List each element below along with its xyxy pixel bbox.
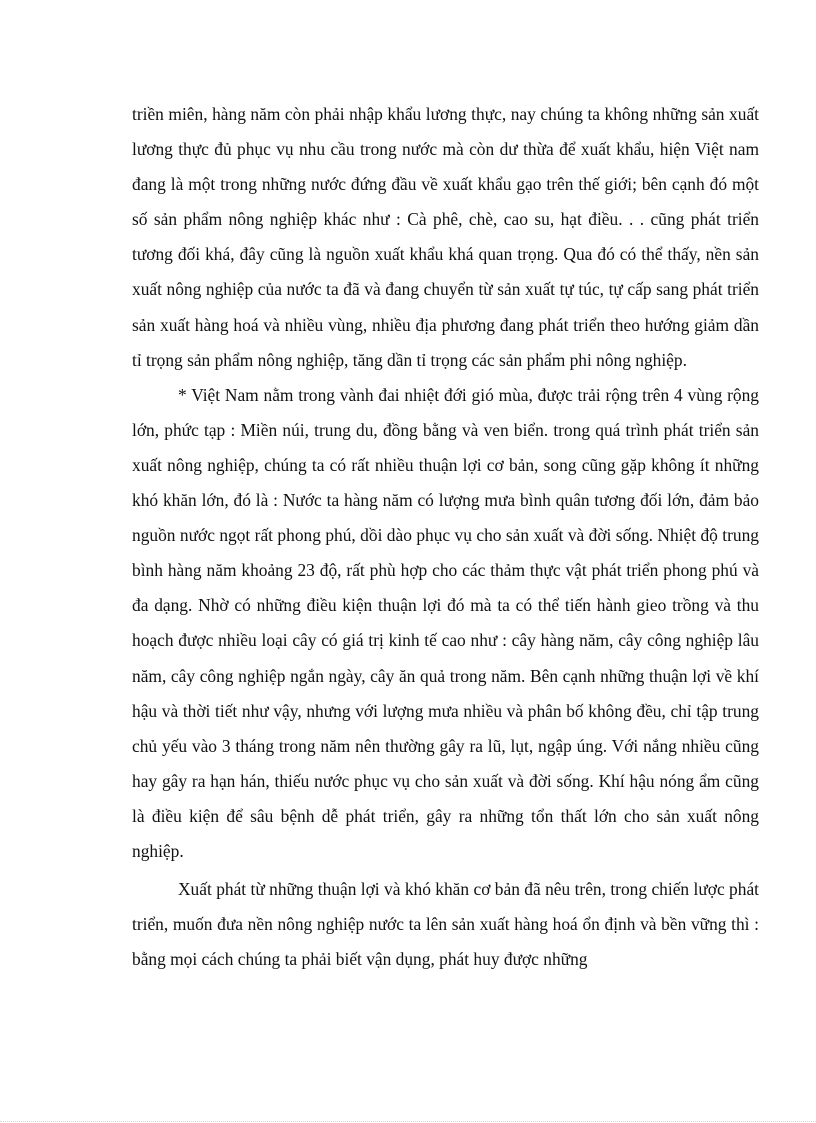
- paragraph-continuation: triền miên, hàng năm còn phải nhập khẩu lương thực, nay chúng ta không những sản xuất lương thực đủ phục vụ nhu cầu trong nước mà còn dư thừa để xuất khẩu, hiện Việt nam đang là một trong những nước đứng đầu về xuất khẩu gạo trên thế giới; bên cạnh đó một số sản phẩm nông nghiệp khác như : Cà phê, chè, cao su, hạt điều. . . cũng phát triển tương đối khá, đây cũng là nguồn xuất khẩu khá quan trọng. Qua đó có thể thấy, nền sản xuất nông nghiệp của nước ta đã và đang chuyển từ sản xuất tự túc, tự cấp sang phát triển sản xuất hàng hoá và nhiều vùng, nhiều địa phương đang phát triển theo hướng giảm dần tỉ trọng sản phẩm nông nghiệp, tăng dần tỉ trọng các sản phẩm phi nông nghiệp.: [132, 104, 759, 370]
- page-bottom-rule: [0, 1121, 816, 1122]
- document-body: [132, 97, 759, 977]
- paragraph-strategy: Xuất phát từ những thuận lợi và khó khăn cơ bản đã nêu trên, trong chiến lược phát triển, muốn đưa nền nông nghiệp nước ta lên sản xuất hàng hoá ổn định và bền vững thì : bằng mọi cách chúng ta phải biết vận dụng, phát huy được những: [132, 879, 759, 970]
- paragraph-climate: * Việt Nam nằm trong vành đai nhiệt đới gió mùa, được trải rộng trên 4 vùng rộng lớn, phức tạp : Miền núi, trung du, đồng bằng và ven biển. trong quá trình phát triển sản xuất nông nghiệp, chúng ta có rất nhiều thuận lợi cơ bản, song cũng gặp không ít những khó khăn lớn, đó là : Nước ta hàng năm có lượng mưa bình quân tương đối lớn, đảm bảo nguồn nước ngọt rất phong phú, dồi dào phục vụ cho sản xuất và đời sống. Nhiệt độ trung bình hàng năm khoảng 23 độ, rất phù hợp cho các thảm thực vật phát triển phong phú và đa dạng. Nhờ có những điều kiện thuận lợi đó mà ta có thể tiến hành gieo trồng và thu hoạch được nhiều loại cây có giá trị kinh tế cao như : cây hàng năm, cây công nghiệp lâu năm, cây công nghiệp ngắn ngày, cây ăn quả trong năm. Bên cạnh những thuận lợi về khí hậu và thời tiết như vậy, nhưng với lượng mưa nhiều và phân bố không đều, chỉ tập trung chủ yếu vào 3 tháng trong năm nên thường gây ra lũ, lụt, ngập úng. Với nắng nhiều cũng hay gây ra hạn hán, thiếu nước phục vụ cho sản xuất và đời sống. Khí hậu nóng ẩm cũng là điều kiện để sâu bệnh dễ phát triển, gây ra những tổn thất lớn cho sản xuất nông nghiệp.: [132, 384, 759, 861]
